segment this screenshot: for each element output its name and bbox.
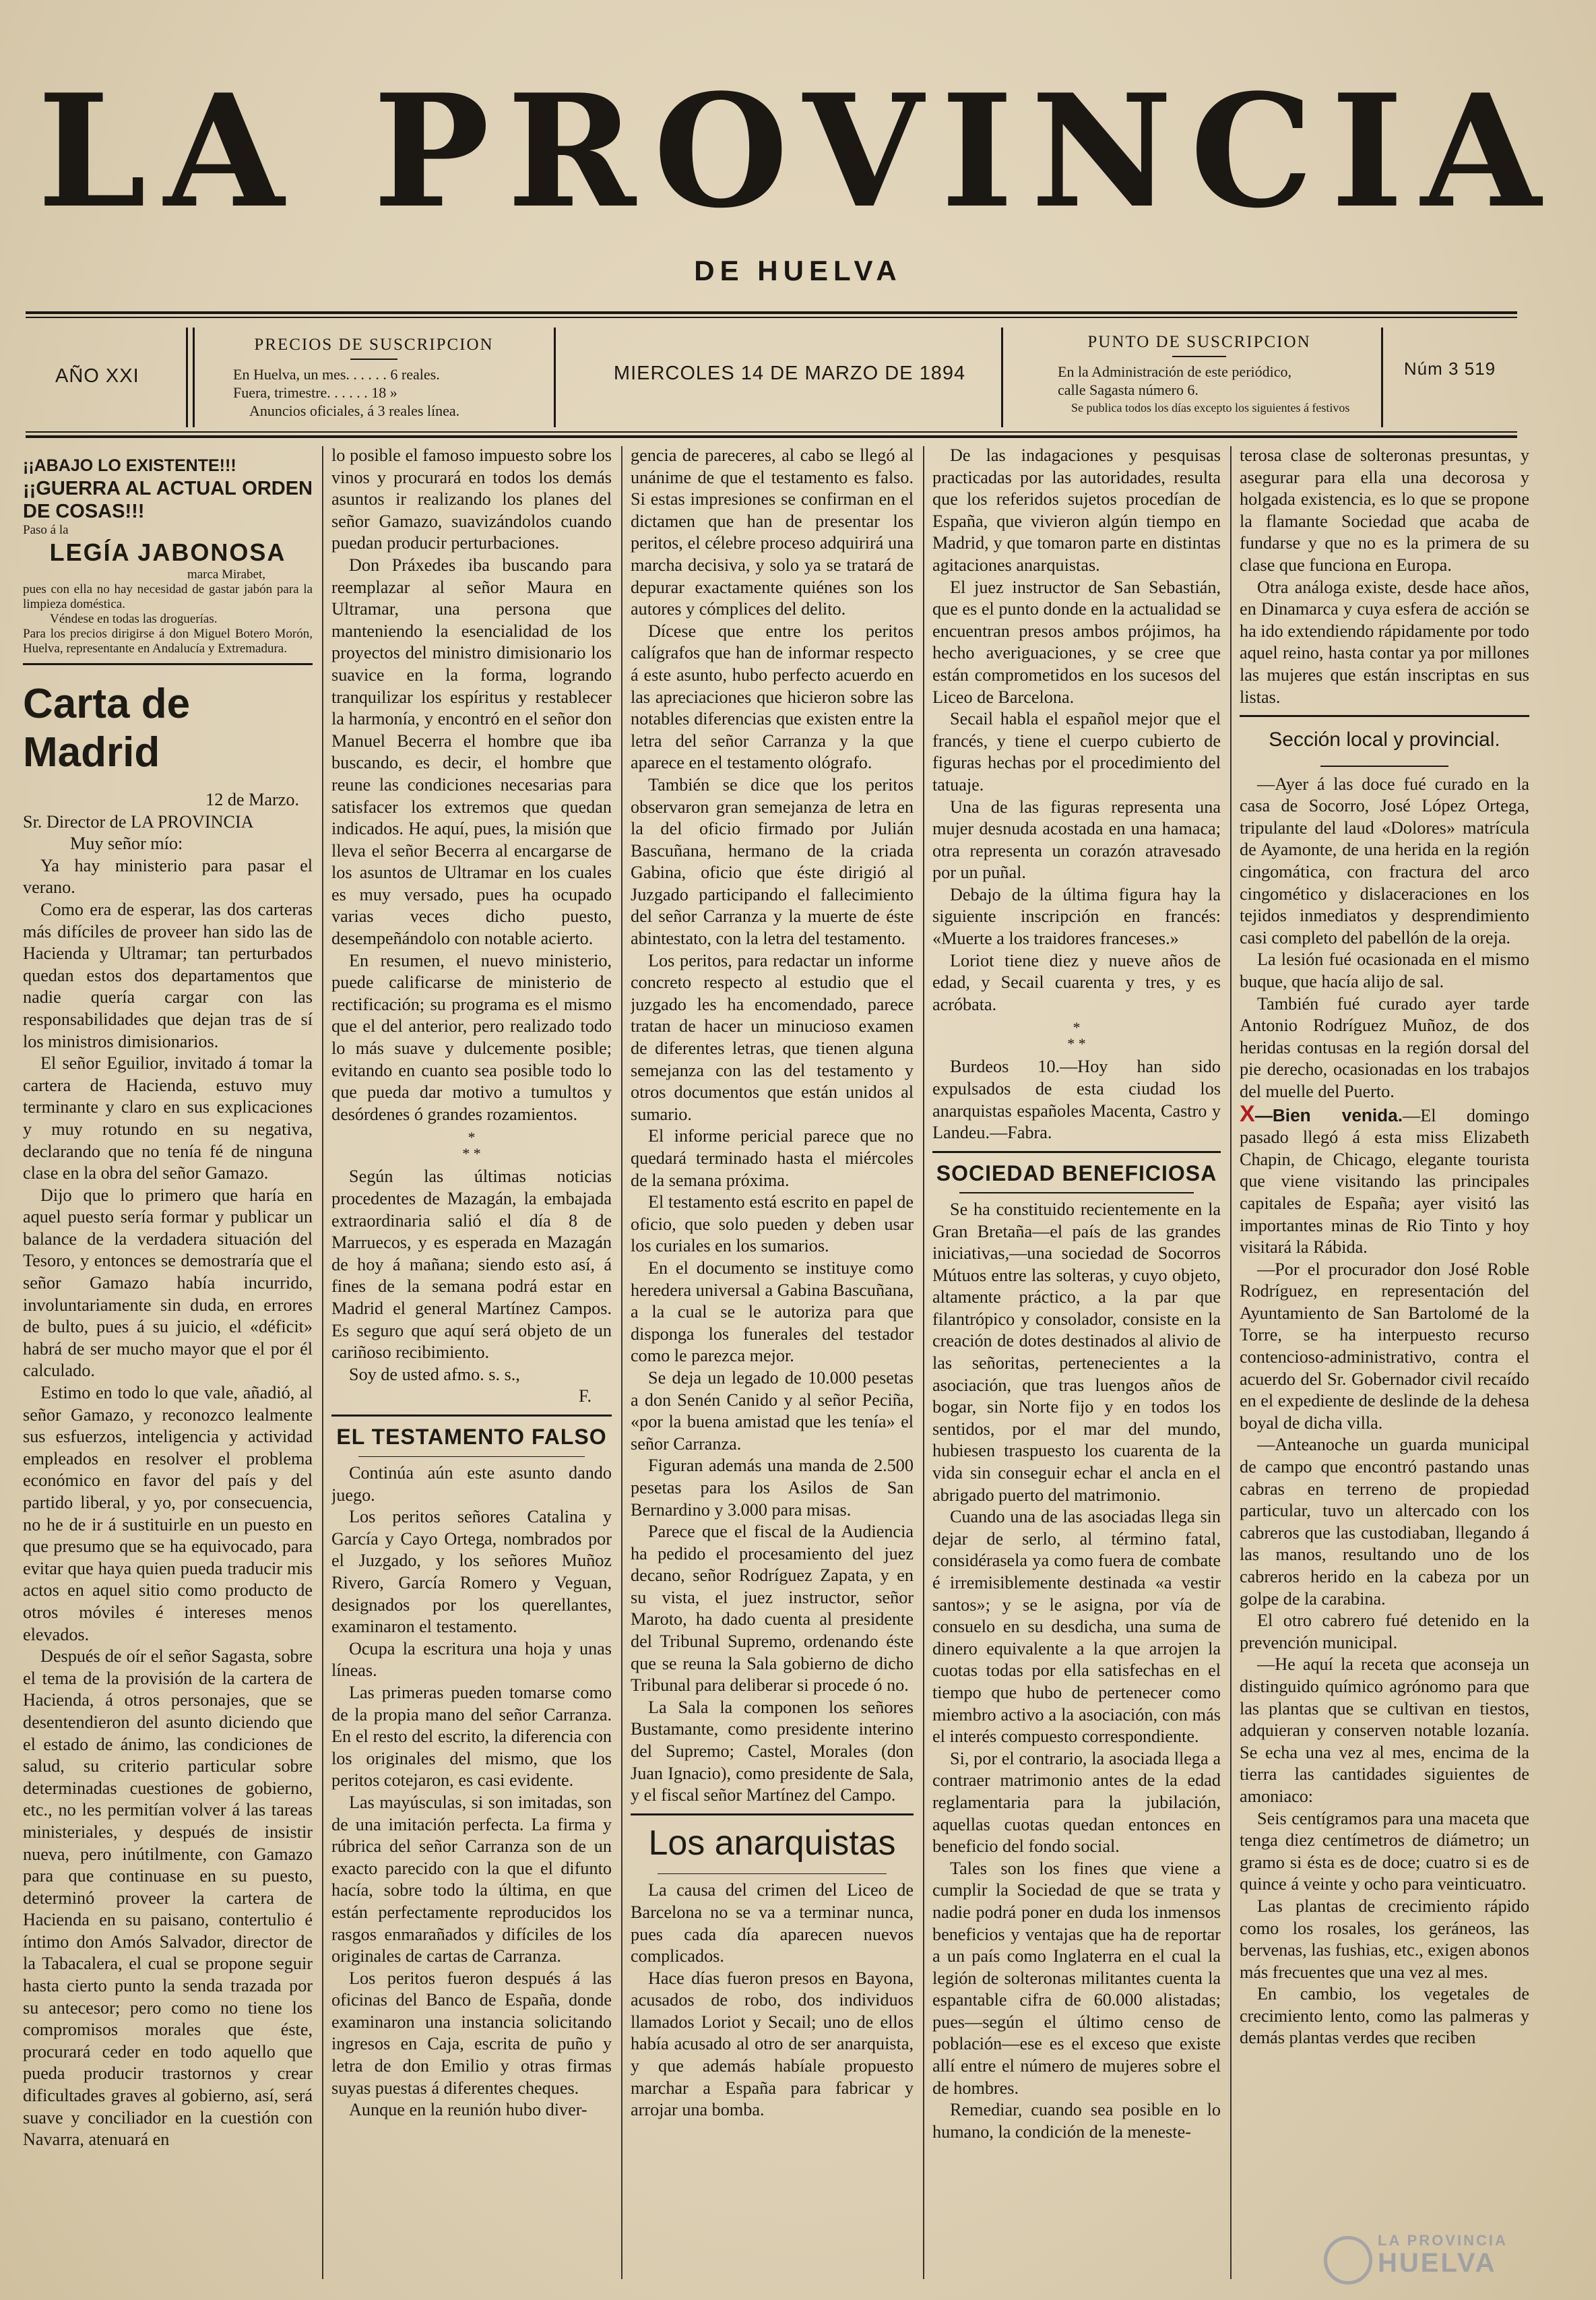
news-heading: —Bien venida. <box>1254 1105 1403 1125</box>
stamp-top-text: LA PROVINCIA <box>1378 2232 1508 2249</box>
prices-rule <box>350 359 397 360</box>
title-rule <box>358 1456 585 1458</box>
prices-line: En Huelva, un mes. . . . . . 6 reales. <box>233 365 440 383</box>
signature: F. <box>578 1386 592 1406</box>
red-x-mark: X <box>1240 1100 1255 1127</box>
paragraph: El juez instructor de San Sebastián, que es el punto donde en la actualidad se encuentran presos ambos prójimos, ha hecho averiguaciones, y se cree que están comprometidos en los sucesos del Liceo de Barcelona. <box>932 577 1221 707</box>
letter-date: 12 de Marzo. <box>205 790 299 809</box>
column-separator <box>621 446 623 2279</box>
paragraph: Las mayúsculas, si son imitadas, son de una imitación perfecta. La firma y rúbrica del señor Carranza son de un exacto parecido con la que el difunto hacía, sobre todo la última, en que están perfectamente reproducidos los rasgos enmarañados y difíciles de los originales de cartas de Carranza. <box>331 1792 612 1966</box>
paragraph: Se ha constituido recientemente en la Gran Bretaña—el país de las grandes iniciativas,—una sociedad de Socorros Mútuos entre las solteras, y cuyo objeto, altamente práctico, a la par que filantrópico y consolador, consiste en la creación de dotes destinados al alivio de las señoritas, pertenecientes a la asociación, que tras luengos años de bogar, sin Norte fijo y en todos los sentidos, por el mar del mundo, hubiesen traspuesto los cuarenta de la vida sin conseguir echar el ancla en el abrigado puerto del matrimonio. <box>932 1199 1221 1505</box>
issue-date: MIERCOLES 14 DE MARZO DE 1894 <box>613 363 966 384</box>
prices-heading: PRECIOS DE SUSCRIPCION <box>254 336 494 354</box>
article-title: Los anarquistas <box>648 1823 896 1863</box>
paragraph: Según las últimas noticias procedentes de Mazagán, la embajada extraordinaria salió el día 8 de Marruecos, y es esperada en Mazagán de hoy á mañana; siendo esto así, á fines de la semana podrá estar en Madrid el general Martínez Campos. Es seguro que aquí será objeto de un cariñoso recibimiento. <box>331 1167 612 1363</box>
paragraph: Los peritos fueron después á las oficinas del Banco de España, donde examinaron una instancia solicitando ingresos en Caja, escrita de puño y letra de don Emilio y otras firmas suyas puestas á diferentes cheques. <box>331 1968 612 2098</box>
column-1 <box>23 445 313 2285</box>
paragraph: Figuran además una manda de 2.500 pesetas para los Asilos de San Bernardino y 3.000 para misas. <box>631 1456 914 1520</box>
ad-text: pues con ella no hay necesidad de gastar jabón para la limpieza doméstica. <box>23 582 313 611</box>
column-4 <box>932 445 1221 2285</box>
news-text: —El domingo pasado llegó á esta miss Elizabeth Chapin, de Chicago, elegante tourista que viene visitando las principales capitales de España; ayer visitó las importantes minas de Rio Tinto y hoy visitará la Rábida. <box>1240 1105 1529 1257</box>
subscription-point <box>1011 328 1388 427</box>
paragraph: Secail habla el español mejor que el francés, y tiene el cuerpo cubierto de figuras hechas por el procedimiento del tatuaje. <box>932 709 1221 795</box>
paragraph: Soy de usted afmo. s. s., <box>349 1364 520 1384</box>
paragraph: Los peritos, para redactar un informe concreto respecto al estudio que el juzgado les ha encomendado, parece tratan de hacer un minucioso examen de diferentes letras, que tienen alguna semejanza con las del testamento y otros documentos que están unidos al sumario. <box>631 950 914 1124</box>
library-stamp <box>1324 2232 1526 2283</box>
paragraph: Burdeos 10.—Hoy han sido expulsados de esta ciudad los anarquistas españoles Macenta, Castro y Landeu.—Fabra. <box>932 1057 1221 1143</box>
paragraph: Estimo en todo lo que vale, añadió, al señor Gamazo, y reconozco lealmente sus esfuerzos, inteligencia y actividad empleados en resolver el problema económico en favor del país y del partido liberal, y yo, por consecuencia, no he de ir á sustituirle en un puesto en que presumo que se ha equivocado, para evitar que haya quien pueda traducir mis actos en aquel sitio como producto de otros móviles é intereses menos elevados. <box>23 1383 313 1644</box>
letter-salutation: Sr. Director de LA PROVINCIA <box>23 811 254 832</box>
paragraph: Don Práxedes iba buscando para reemplazar al señor Maura en Ultramar, una persona que manteniendo la esencialidad de los proyectos del ministro dimisionario los suavice en la forma, logrando tranquilizar los espíritus y restablecer la harmonía, y encontró en el señor don Manuel Becerra el hombre que iba buscando, es decir, el hombre que reune las condiciones necesarias para satisfacer los extremos que quedan indicados. He aquí, pues, la misión que lleva el señor Becerra al encargarse de los asuntos de Ultramar en los cuales es muy versado, pues ha ocupado varias veces dicho puesto, desempeñándolo con notable acierto. <box>331 555 612 949</box>
paragraph: Dícese que entre los peritos calígrafos que han de informar respecto á este asunto, hubo perfecto acuerdo en las apreciaciones que hicieron sobre las notables diferencias que existen entre la letra del señor Carranza y la que aparece en el testamento ológrafo. <box>631 621 914 773</box>
column-2 <box>331 445 612 2285</box>
paragraph: —He aquí la receta que aconseja un distinguido químico agrónomo para que las plantas que se cultivan en tiestos, adquieran y conserven notable lozanía. Se echa una vez al mes, encima de la tierra las cantidades siguientes de amoniaco: <box>1240 1654 1529 1806</box>
paragraph: Tales son los fines que viene a cumplir la Sociedad de que se trata y nadie podrá poner en duda los inmensos beneficios y ventajas que ha de reportar a un país como Inglaterra en el cual la legión de solteronas militantes cuenta la espantable cifra de 60.000 alistadas; pues—según el último censo de población—ese es el exceso que existe allí entre el número de mujeres sobre el de hombres. <box>932 1858 1221 2098</box>
paragraph: Debajo de la última figura hay la siguiente inscripción en francés: «Muerte a los traidores franceses.» <box>932 884 1221 949</box>
column-3 <box>631 445 914 2285</box>
point-rule <box>1172 356 1226 357</box>
asterism: * * * <box>462 1129 481 1162</box>
stamp-name: HUELVA <box>1378 2248 1497 2278</box>
article-title: EL TESTAMENTO FALSO <box>336 1424 607 1449</box>
prices-block <box>202 328 546 427</box>
section-rule <box>932 1151 1221 1153</box>
column-5 <box>1240 445 1529 2285</box>
section-rule <box>631 1813 914 1815</box>
paragraph: La lesión fué ocasionada en el mismo buque, que hacía alijo de sal. <box>1240 950 1529 991</box>
info-separator <box>1001 328 1003 427</box>
ad-line: ¡¡ABAJO LO EXISTENTE!!! <box>23 456 236 475</box>
point-line: En la Administración de este periódico, <box>1058 363 1292 380</box>
paragraph: Las plantas de crecimiento rápido como los rosales, los geráneos, las bervenas, las fushias, etc., exigen abonos más frecuentes que una vez al mes. <box>1240 1896 1529 1982</box>
title-rule <box>658 1873 887 1875</box>
paragraph: El otro cabrero fué detenido en la prevención municipal. <box>1240 1611 1529 1652</box>
bar-rule <box>26 435 1517 438</box>
paragraph: Remediar, cuando sea posible en lo humano, la condición de la meneste- <box>932 2100 1221 2142</box>
paragraph: gencia de pareceres, al cabo se llegó al unánime de que el testamento es falso. Si estas impresiones se confirman en el dictamen que han de presentar los peritos, el célebre proceso adquirirá una marcha decisiva, y solo ya se tratará de depurar exactamente quiénes son los autores y cómplices del delito. <box>631 445 914 619</box>
paragraph: Si, por el contrario, la asociada llega a contraer matrimonio antes de la edad reglamentaria para la jubilación, aquellas cuotas quedan entonces en beneficio del fondo social. <box>932 1748 1221 1857</box>
stamp-logo-icon <box>1324 2236 1372 2285</box>
paragraph: Una de las figuras representa una mujer desnuda acostada en una hamaca; otra representa un corazón atravesado por un puñal. <box>932 797 1221 883</box>
paragraph: Los peritos señores Catalina y García y Cayo Ortega, nombrados por el Juzgado, y los señores Muñoz Rivero, García Romero y Veguan, designados por los querellantes, examinaron el testamento. <box>331 1507 612 1637</box>
issue-number: Núm 3 519 <box>1403 359 1496 379</box>
paragraph: De las indagaciones y pesquisas practicadas por las autoridades, resulta que los referidos sujetos procedían de España, que vivieron algún tiempo en Madrid, y que tomaron parte en distintas agitaciones anarquistas. <box>932 445 1221 575</box>
point-line: calle Sagasta número 6. <box>1058 381 1199 398</box>
section-rule <box>331 1415 612 1417</box>
column-separator <box>322 446 323 2279</box>
ad-text: Paso á la <box>23 523 69 537</box>
paragraph: Dijo que lo primero que haría en aquel puesto sería formar y publicar un balance de la verdadera situación del Tesoro, y entonces se demostraría que el señor Gamazo había incurrido, involuntariamente sin duda, en errores de bulto, pues á su juicio, el «déficit» habrá de ser mucho mayor que el por él calculado. <box>23 1185 313 1381</box>
paragraph: Seis centígramos para una maceta que tenga diez centímetros de diámetro; un gramo si ésta es de doce; cuatro si es de quince á veinte y ocho para veinticuatro. <box>1240 1808 1529 1894</box>
paragraph: lo posible el famoso impuesto sobre los vinos y procurará en todos los demás asuntos ir realizando los planes del señor Gamazo, suavizándolos cuando puedan producir perturbaciones. <box>331 445 612 553</box>
section-rule <box>23 663 313 665</box>
paragraph: Ya hay ministerio para pasar el verano. <box>23 855 313 898</box>
paragraph: Las primeras pueden tomarse como de la propia mano del señor Carranza. En el resto del escrito, la diferencia con los originales del mismo, que los peritos cotejaron, es casi evidente. <box>331 1682 612 1791</box>
bar-rule-thin <box>26 431 1517 433</box>
paragraph: —Por el procurador don José Roble Rodríguez, en representación del Ayuntamiento de San Bartolomé de la Torre, se ha interpuesto recurso contencioso-administrativo, contra el acuerdo del Sr. Gobernador civil recaído en el expediente de deslinde de la dehesa boyal de dicha villa. <box>1240 1259 1529 1433</box>
paragraph: Ocupa la escritura una hoja y unas líneas. <box>331 1638 612 1681</box>
paragraph: También se dice que los peritos observaron gran semejanza de letra en la del oficio firmado por Julián Bascuñana, hermano de la criada Gabina, oficio que éste dirigió al Juzgado participando el fallecimiento del señor Carranza y la muerte de éste abintestato, con la letra del testamento. <box>631 774 914 949</box>
section-title: Sección local y provincial. <box>1269 728 1500 751</box>
paragraph: Después de oír el señor Sagasta, sobre el tema de la provisión de la cartera de Hacienda, á otros personajes, que se desentendieron del asunto diciendo que el estado de ánimo, las condiciones de salud, su criterio particular sobre determinadas cuestiones de gobierno, etc., no les permitían volver á las tareas ministeriales, y después de insistir nueva, pero inútilmente, con Gamazo para que continuase en su puesto, determinó proveer la cartera de Hacienda en su paisano, contertulio é íntimo don Amós Salvador, director de la Tabacalera, el cual se propone seguir hasta cierto punto la senda trazada por su antecesor; pero como no tiene los compromisos morales que éste, procurará ceder en todo aquello que pueda producir trastornos y crear dificultades graves al gobierno, así, será suave y conciliador en la cuestión con Navarra, atenuará en <box>23 1646 313 2150</box>
title-rule <box>959 1192 1194 1193</box>
paragraph: El informe pericial parece que no quedará terminado hasta el miércoles de la semana próxima. <box>631 1126 914 1190</box>
paragraph: En resumen, el nuevo ministerio, puede calificarse de ministerio de rectificación; su programa es el mismo que el del anterior, pero realizado todo lo más suave y dulcemente posible; evitando en cuanto sea posible todo lo que pueda dar motivo a tumultos y desórdenes ó grandes rozamientos. <box>331 950 612 1124</box>
article-title: Carta de Madrid <box>23 681 191 776</box>
top-rule <box>26 311 1517 314</box>
ad-text: Véndese en todas las droguerías. <box>50 612 218 626</box>
point-heading: PUNTO DE SUSCRIPCION <box>1087 333 1311 351</box>
paragraph: Parece que el fiscal de la Audiencia ha pedido el procesamiento del juez decano, señor Rodríguez Zapata, y en su vista, el juez instructor, señor Maroto, ha dado cuenta al presidente del Tribunal Supremo, ordenando éste que se reuna la Sala gobierno de dicho Tribunal para deliberar si procede ó no. <box>631 1522 914 1696</box>
letter-greeting: Muy señor mío: <box>70 834 183 854</box>
asterism: * * * <box>1067 1019 1086 1053</box>
column-separator <box>1230 446 1232 2279</box>
prices-line: Anuncios oficiales, á 3 reales línea. <box>249 402 460 419</box>
paragraph: Loriot tiene diez y nueve años de edad, y Secail cuarenta y tres, y es acróbata. <box>932 950 1221 1014</box>
paragraph: El señor Eguilior, invitado á tomar la cartera de Hacienda, estuvo muy terminante y claro en sus explicaciones y muy rotundo en su negativa, declarando que no tenía fé de ninguna clase en la obra del señor Gamazo. <box>23 1053 313 1183</box>
paragraph: El testamento está escrito en papel de oficio, que solo pueden y deben usar los curiales en los sumarios. <box>631 1192 914 1256</box>
paragraph: Como era de esperar, las dos carteras más difíciles de proveer han sido las de Hacienda y Ultramar; tan perturbados quedan estos dos departamentos que nadie quería cargar con las responsabilidades que dejan tras de sí los ministros dimisionarios. <box>23 899 313 1051</box>
paragraph: La Sala la componen los señores Bustamante, como presidente interino del Supremo; Castel, Morales (don Juan Ignacio), como presidente de Sala, y el fiscal señor Martínez del Campo. <box>631 1697 914 1805</box>
ad-line: ¡¡GUERRA AL ACTUAL ORDEN DE COSAS!!! <box>23 478 313 522</box>
info-bar <box>26 328 1517 427</box>
column-separator <box>923 446 924 2279</box>
title-rule <box>1320 766 1448 767</box>
info-separator <box>186 328 188 427</box>
paragraph: En cambio, los vegetales de crecimiento lento, como las palmeras y demás plantas verdes que reciben <box>1240 1984 1529 2048</box>
paragraph: En el documento se instituye como heredera universal a Gabina Bascuñana, a la cual se le autoriza para que disponga los funerales del testador como le parezca mejor. <box>631 1257 914 1366</box>
paragraph: La causa del crimen del Liceo de Barcelona no se va a terminar nunca, pues cada día aparecen nuevos complicados. <box>631 1880 914 1966</box>
paragraph: Otra análoga existe, desde hace años, en Dinamarca y cuya esfera de acción se ha ido extendiendo rápidamente por todo aquel reino, hasta contar ya por millones las mujeres que están inscriptas en sus listas. <box>1240 577 1529 707</box>
paragraph: —Ayer á las doce fué curado en la casa de Socorro, José López Ortega, tripulante del laud «Dolores» matrícula de Ayamonte, de una herida en la región cingomática, con fractura del arco cingomético y dislaceraciones en los tejidos inmediatos y desprendimiento casi completo del pabellón de la oreja. <box>1240 774 1529 947</box>
section-rule <box>1240 715 1529 717</box>
masthead-subtitle: DE HUELVA <box>694 255 902 286</box>
info-separator <box>1381 328 1383 427</box>
point-line: Se publica todos los días excepto los siguientes á festivos <box>1071 400 1350 414</box>
ad-product: LEGÍA JABONOSA <box>49 538 286 566</box>
article-title: SOCIEDAD BENEFICIOSA <box>936 1160 1217 1185</box>
top-rule-thin <box>26 317 1517 318</box>
paragraph: —Anteanoche un guarda municipal de campo que encontró pastando unas cabras en terreno de propiedad particular, tuvo un altercado con los cabreros que las custodiaban, llegando á las manos, resultando uno de los cabreros herido en la cabeza por un golpe de la carabina. <box>1240 1435 1529 1609</box>
prices-line: Fuera, trimestre. . . . . . 18 » <box>233 383 397 401</box>
paragraph: Hace días fueron presos en Bayona, acusados de robo, dos individuos llamados Loriot y Secail; uno de ellos había acusado al otro de ser anarquista, y que además habíale propuesto marchar a España para fabricar y arrojar una bomba. <box>631 1968 914 2120</box>
paragraph: Aunque en la reunión hubo diver- <box>349 2100 587 2120</box>
ad-text: Para los precios dirigirse á don Miguel Botero Morón, Huelva, representante en Andalucía y Extremadura. <box>23 627 313 656</box>
info-separator <box>193 328 195 427</box>
paragraph <box>1240 1100 1529 1259</box>
paragraph: También fué curado ayer tarde Antonio Rodríguez Muñoz, de dos heridas contusas en la región dorsal del pie derecho, ocasionadas en los trabajos del muelle del Puerto. <box>1240 993 1529 1101</box>
paragraph: Continúa aún este asunto dando juego. <box>331 1463 612 1505</box>
masthead-title: LA PROVINCIA <box>37 61 1559 243</box>
ad-text: marca Mirabet, <box>187 567 265 582</box>
paragraph: terosa clase de solteronas presuntas, y asegurar para ella una decorosa y holgada existencia, es lo que se propone la flamante Sociedad que acaba de fundarse y que no es la primera de su clase que funciona en Europa. <box>1240 445 1529 575</box>
paragraph: Cuando una de las asociadas llega sin dejar de serlo, al término fatal, considérasela ya como fuera de combate é irremisiblemente destinada «a vestir santos»; y se le asigna, por vía de consuelo en su desdicha, una suma de dinero equivalente a la que arrojen la cuotas todas por ella satisfechas en el tiempo que hubo de pertenecer como miembro activo a la asociación, con más el interés compuesto correspondiente. <box>932 1507 1221 1747</box>
year-label: AÑO XXI <box>55 365 139 387</box>
paragraph: Se deja un legado de 10.000 pesetas a don Senén Canido y al señor Peciña, «por la buena amistad que les tenía» el señor Carranza. <box>631 1367 914 1454</box>
